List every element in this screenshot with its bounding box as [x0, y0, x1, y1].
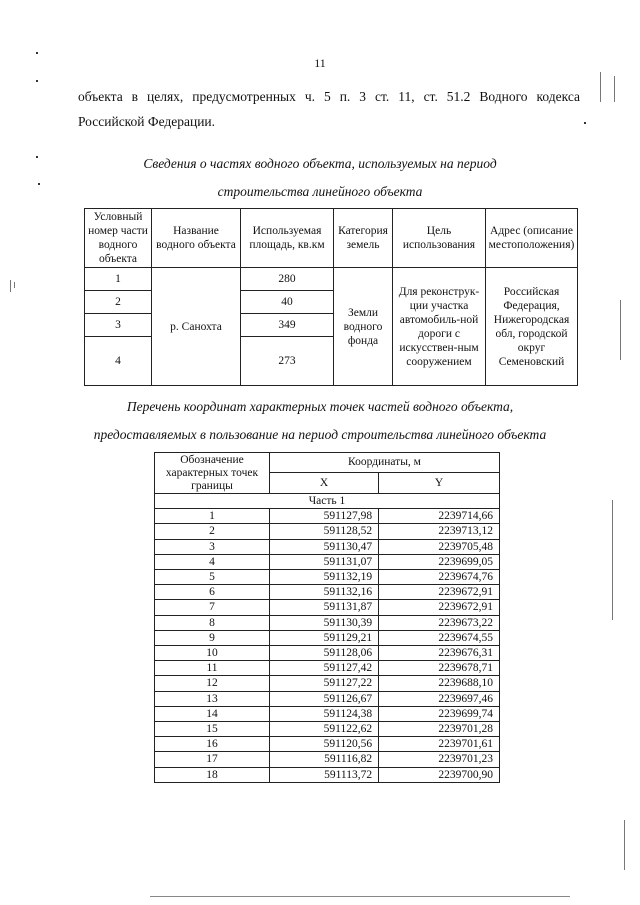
coord-x: 591128,52	[270, 524, 379, 539]
coord-y: 2239674,55	[379, 630, 500, 645]
coord-y: 2239697,46	[379, 691, 500, 706]
coord-y: 2239678,71	[379, 661, 500, 676]
table-row	[155, 615, 500, 630]
point-number: 8	[155, 615, 270, 630]
table-row	[155, 737, 500, 752]
coord-y: 2239676,31	[379, 646, 500, 661]
point-number: 10	[155, 646, 270, 661]
coord-y: 2239700,90	[379, 767, 500, 782]
col-point: Обозначение характерных точек границы	[155, 453, 270, 494]
coord-x: 591127,22	[270, 676, 379, 691]
coord-x: 591127,98	[270, 509, 379, 524]
coord-x: 591128,06	[270, 646, 379, 661]
scan-speck	[36, 156, 38, 158]
coord-x: 591131,07	[270, 554, 379, 569]
point-number: 7	[155, 600, 270, 615]
land-category: Земли водного фонда	[334, 268, 393, 386]
col-x: X	[270, 473, 379, 494]
point-number: 1	[155, 509, 270, 524]
use-purpose: Для реконструк-ции участка автомобиль-ной дороги с искусствен-ным сооружением	[393, 268, 486, 386]
coord-y: 2239673,22	[379, 615, 500, 630]
table-row	[155, 554, 500, 569]
scan-speck	[36, 80, 38, 82]
section-row	[155, 494, 500, 509]
part-number: 1	[85, 268, 152, 291]
coord-x: 591120,56	[270, 737, 379, 752]
point-number: 2	[155, 524, 270, 539]
coord-x: 591127,42	[270, 661, 379, 676]
col-water-name: Название водного объекта	[152, 209, 241, 268]
point-number: 4	[155, 554, 270, 569]
water-parts-table	[84, 208, 578, 386]
scan-speck	[38, 183, 40, 185]
scan-mark	[14, 282, 15, 288]
table-row	[155, 752, 500, 767]
point-number: 13	[155, 691, 270, 706]
coord-y: 2239713,12	[379, 524, 500, 539]
coord-y: 2239701,61	[379, 737, 500, 752]
table-row	[155, 524, 500, 539]
coords-heading-line-1: Перечень координат характерных точек частей водного объекта,	[126, 399, 514, 414]
coord-y: 2239672,91	[379, 600, 500, 615]
coord-x: 591122,62	[270, 722, 379, 737]
coord-y: 2239714,66	[379, 509, 500, 524]
coord-y: 2239699,74	[379, 706, 500, 721]
scan-speck	[36, 52, 38, 54]
scan-mark	[600, 72, 601, 102]
scan-mark	[10, 280, 11, 292]
intro-line-1: объекта в целях, предусмотренных ч. 5 п. 3 ст. 11, ст. 51.2 Водного кодекса	[78, 89, 580, 104]
part-area: 40	[241, 291, 334, 314]
intro-paragraph	[78, 84, 580, 134]
table-row	[155, 570, 500, 585]
point-number: 5	[155, 570, 270, 585]
coord-y: 2239688,10	[379, 676, 500, 691]
scan-mark	[612, 500, 613, 620]
part-area: 273	[241, 337, 334, 386]
coords-heading-line-2: предоставляемых в пользование на период строительства линейного объекта	[93, 427, 547, 442]
col-purpose: Цель использования	[393, 209, 486, 268]
table-row	[155, 600, 500, 615]
coord-y: 2239701,28	[379, 722, 500, 737]
point-number: 16	[155, 737, 270, 752]
water-name: р. Санохта	[152, 268, 241, 386]
parts-heading-line-2: строительства линейного объекта	[217, 184, 423, 199]
bottom-rule	[150, 896, 570, 897]
point-number: 12	[155, 676, 270, 691]
coord-x: 591132,16	[270, 585, 379, 600]
table-row	[85, 268, 578, 291]
scan-mark	[620, 300, 621, 360]
point-number: 11	[155, 661, 270, 676]
coord-x: 591131,87	[270, 600, 379, 615]
table-row	[155, 509, 500, 524]
coordinates-table	[154, 452, 500, 783]
point-number: 15	[155, 722, 270, 737]
coord-x: 591124,38	[270, 706, 379, 721]
coord-x: 591130,47	[270, 539, 379, 554]
col-part-number: Условный номер части водного объекта	[85, 209, 152, 268]
intro-line-2: Российской Федерации.	[78, 114, 216, 129]
part-number: 2	[85, 291, 152, 314]
coord-x: 591116,82	[270, 752, 379, 767]
table-row	[155, 676, 500, 691]
coord-y: 2239699,05	[379, 554, 500, 569]
coord-y: 2239672,91	[379, 585, 500, 600]
coord-y: 2239674,76	[379, 570, 500, 585]
parts-table-header	[85, 209, 578, 268]
coord-x: 591126,67	[270, 691, 379, 706]
table-row	[155, 706, 500, 721]
scan-mark	[624, 820, 625, 870]
point-number: 14	[155, 706, 270, 721]
coord-y: 2239701,23	[379, 752, 500, 767]
coord-x: 591132,19	[270, 570, 379, 585]
table-row	[155, 646, 500, 661]
coord-x: 591113,72	[270, 767, 379, 782]
table-row	[155, 630, 500, 645]
coords-header-row	[155, 453, 500, 473]
point-number: 17	[155, 752, 270, 767]
section-label: Часть 1	[155, 494, 500, 509]
part-area: 280	[241, 268, 334, 291]
coord-x: 591129,21	[270, 630, 379, 645]
table-row	[155, 767, 500, 782]
col-address: Адрес (описание местоположения)	[486, 209, 578, 268]
point-number: 9	[155, 630, 270, 645]
part-area: 349	[241, 314, 334, 337]
point-number: 6	[155, 585, 270, 600]
scan-mark	[614, 76, 615, 102]
col-coordinates: Координаты, м	[270, 453, 500, 473]
point-number: 3	[155, 539, 270, 554]
coords-heading	[0, 393, 640, 449]
location-address: Российская Федерация, Нижегородская обл, городской округ Семеновский	[486, 268, 578, 386]
table-row	[155, 585, 500, 600]
part-number: 4	[85, 337, 152, 386]
table-row	[155, 661, 500, 676]
part-number: 3	[85, 314, 152, 337]
coord-x: 591130,39	[270, 615, 379, 630]
coord-y: 2239705,48	[379, 539, 500, 554]
table-row	[155, 722, 500, 737]
table-row	[155, 539, 500, 554]
parts-heading	[0, 150, 640, 206]
table-row	[155, 691, 500, 706]
col-land-category: Категория земель	[334, 209, 393, 268]
page-number: 11	[314, 56, 326, 70]
parts-heading-line-1: Сведения о частях водного объекта, используемых на период	[143, 156, 497, 171]
scan-speck	[584, 122, 586, 124]
col-area: Используемая площадь, кв.км	[241, 209, 334, 268]
point-number: 18	[155, 767, 270, 782]
col-y: Y	[379, 473, 500, 494]
